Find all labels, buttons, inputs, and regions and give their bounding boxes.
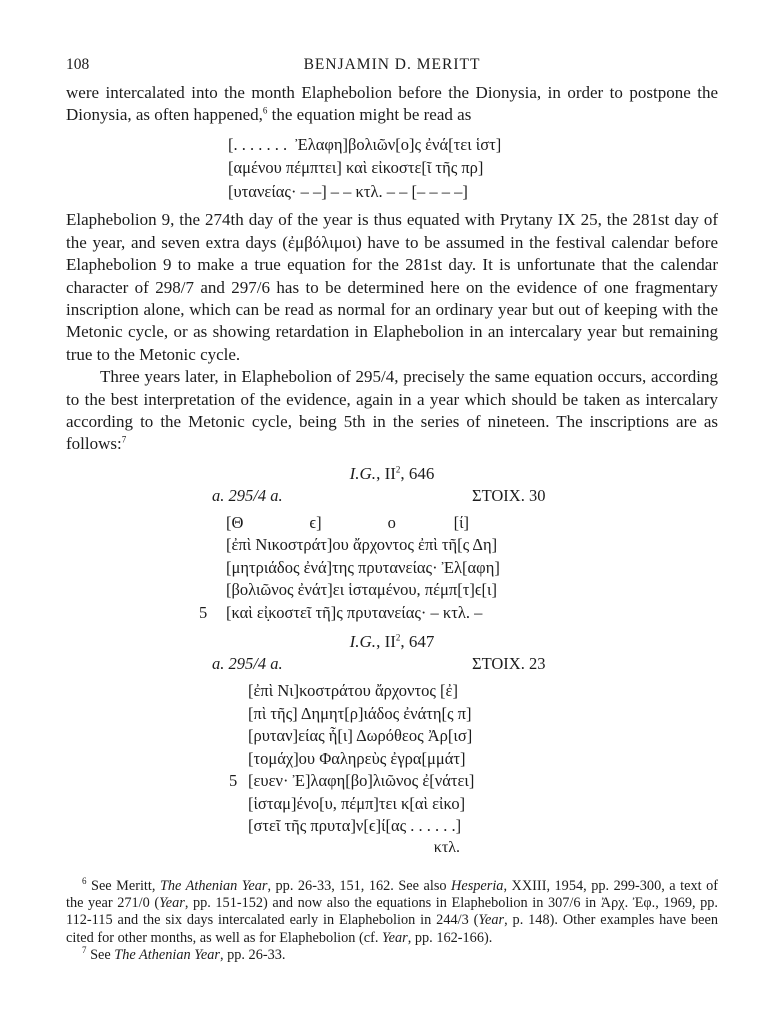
inscription-line (66, 703, 718, 726)
inscription-line (66, 602, 718, 625)
line-number: 5 (229, 771, 238, 791)
footnote-6 (66, 878, 718, 947)
paragraph-2: Elaphebolion 9, the 274th day of the year is thus equated with Prytany IX 25, the 281st day of the year, and seven extra days (ἐμβόλιμοι) have to be assumed in the festival calendar before Elaphebolion 9 to make a true equation for the 281st day. It is unfortunate that the calendar character of 298/7 and 297/6 has to be determined here on the evidence of one fragmentary inscription alone, which can be read as normal for an ordinary year but out of keeping with the Metonic cycle, or as showing retardation in Elaphebolion in an intercalary year but remaining true to the Metonic cycle. (66, 210, 718, 364)
page-number: 108 (66, 56, 90, 73)
inscription-meta (66, 486, 718, 512)
line-text: [ἱσταμ]ένο[υ, πέμπ]τει κ[αὶ εἰκο] (248, 793, 466, 813)
paragraph-3 (66, 366, 718, 456)
inscription-title-number: , 647 (400, 632, 435, 652)
inscription-title-edition: 2 (395, 464, 401, 475)
line-number: 5 (199, 602, 208, 622)
greek-restoration-block (228, 133, 718, 204)
inscription-line (66, 770, 718, 793)
inscription-line (66, 748, 718, 771)
footnote-title: The Athenian Year (159, 878, 268, 894)
inscription-title (66, 462, 718, 486)
inscription-lines (66, 512, 718, 625)
inscription-line (66, 534, 718, 557)
line-text: [ἐπὶ Νι]κοστράτου ἄρχοντος [ἐ] (248, 681, 458, 701)
inscription-title-volume: , II (376, 632, 396, 652)
inscription-line (66, 579, 718, 602)
line-text: [ευεν· Ἐ]λαφη[βο]λιῶνος ἐ[νάτει] (248, 771, 475, 791)
inscription-title-abbrev: I.G. (349, 632, 377, 652)
page (66, 48, 718, 858)
inscription-meta (66, 654, 718, 680)
inscription-line (66, 793, 718, 816)
footnote-text: , pp. 26-33, 151, 162. See also (267, 878, 452, 894)
inscription-lines (66, 680, 718, 838)
footnote-title: Year (478, 912, 505, 929)
inscription-title-number: , 646 (400, 463, 435, 483)
inscription-ig-647 (66, 630, 718, 858)
line-text: [πὶ τῆς] Δημητ[ρ]ιάδος ἐνάτη[ς π] (248, 703, 472, 723)
line-text: [καὶ εἰ̣κοστεῖ τῆ]ς πρυτανείας· – κτλ. – (226, 602, 483, 622)
footnote-title: Year (382, 929, 408, 946)
inscription-line (66, 725, 718, 748)
paragraph-1-text: were intercalated into the month Elaphebolion before the Dionysia, in order to postpone the Dionysia, as often happened, (66, 83, 718, 125)
inscription-line (66, 815, 718, 838)
footnote-ref-7[interactable]: 7 (121, 434, 127, 445)
inscription-title-edition: 2 (395, 632, 401, 643)
footnote-ref-6[interactable]: 6 (262, 105, 268, 116)
line-text: [μητριάδος ἐνά]της πρυτανείας· Ἐλ[αφη] (226, 557, 500, 577)
footnote-title: The Athenian Year (114, 946, 220, 963)
footnote-text: , pp. 162-166). (407, 929, 493, 946)
line-text: [βολιῶνος ἐνάτ]ει ἱσταμένου, πέμπ[τ]ϵ[ι] (226, 580, 497, 600)
footnote-7 (66, 947, 718, 964)
greek-line: [. . . . . . . Ἐλαφη]βολιῶν[ο]ς ἐνά[τει ἱστ] (228, 134, 502, 154)
page-header (66, 48, 718, 82)
footnote-text: , p. 148). Other examples have been cited for other months, as well as for Elaphebolion (cf. (66, 912, 719, 946)
line-text: [ρυταν]είας ἧ[ι] Δωρόθεος Ἀρ[ισ] (248, 726, 473, 746)
inscription-title-volume: , II (376, 463, 396, 483)
inscription-line (66, 512, 718, 535)
footnote-mark: 6 (82, 876, 87, 887)
paragraph-3-text: Three years later, in Elaphebolion of 295/4, precisely the same equation occurs, according to the best interpretation of the evidence, again in a year which should be taken as intercalary according to the Metonic cycle, being 5th in the series of nineteen. The inscriptions are as follows: (66, 367, 718, 454)
footnotes (66, 878, 718, 964)
inscription-ktl: κτλ. (433, 838, 460, 856)
inscription-stoichedon: ΣΤΟΙΧ. 30 (472, 485, 546, 505)
paragraph-1 (66, 82, 718, 127)
line-text: [Θ ϵ] ο [ί] (226, 512, 470, 532)
footnote-text: , pp. 151-152) and now also the equations in Elaphebolion in 307/6 in Ἀρχ. Ἐφ., 1969, pp. 112-115 and the six days intercalated early in Elaphebolion in 244/3 ( (66, 895, 718, 929)
greek-line: [υτανείας· – –] – – κτλ. – – [– – – –] (228, 181, 468, 201)
footnote-text: See (86, 946, 115, 963)
footnote-mark: 7 (82, 945, 87, 956)
footnote-text: , XXIII, 1954, pp. 299-300, a text of the year 271/0 ( (66, 878, 718, 912)
footnote-text: , pp. 26-33. (219, 946, 286, 963)
inscription-ig-646 (66, 462, 718, 625)
inscription-stoichedon: ΣΤΟΙΧ. 23 (472, 654, 546, 674)
inscription-title (66, 630, 718, 654)
inscription-line (66, 680, 718, 703)
line-text: [στεῖ τῆς πρυτα]ν[ϵ]ί[ας . . . . . .] (248, 816, 462, 836)
footnote-text: See Meritt, (86, 878, 160, 894)
footnote-title: Hesperia (451, 878, 504, 894)
inscription-date: a. 295/4 a. (212, 654, 283, 674)
inscription-title-abbrev: I.G. (349, 463, 377, 483)
running-head: BENJAMIN D. MERITT (303, 56, 481, 73)
line-text: [ἐπὶ Νικοστράτ]ου ἄρχοντος ἐπὶ τῆ[ς Δη] (226, 535, 498, 555)
paragraph-1-text-after: the equation might be read as (267, 105, 472, 125)
line-text: [τομάχ]ου Φαληρεὺς ἐγρα[μμάτ] (248, 748, 466, 768)
footnote-title: Year (159, 895, 185, 912)
inscription-line (66, 557, 718, 580)
greek-line: [αμένου πέμπτει] καὶ εἰκοστε[ῖ τῆς πρ] (228, 158, 484, 178)
inscription-date: a. 295/4 a. (212, 485, 283, 505)
